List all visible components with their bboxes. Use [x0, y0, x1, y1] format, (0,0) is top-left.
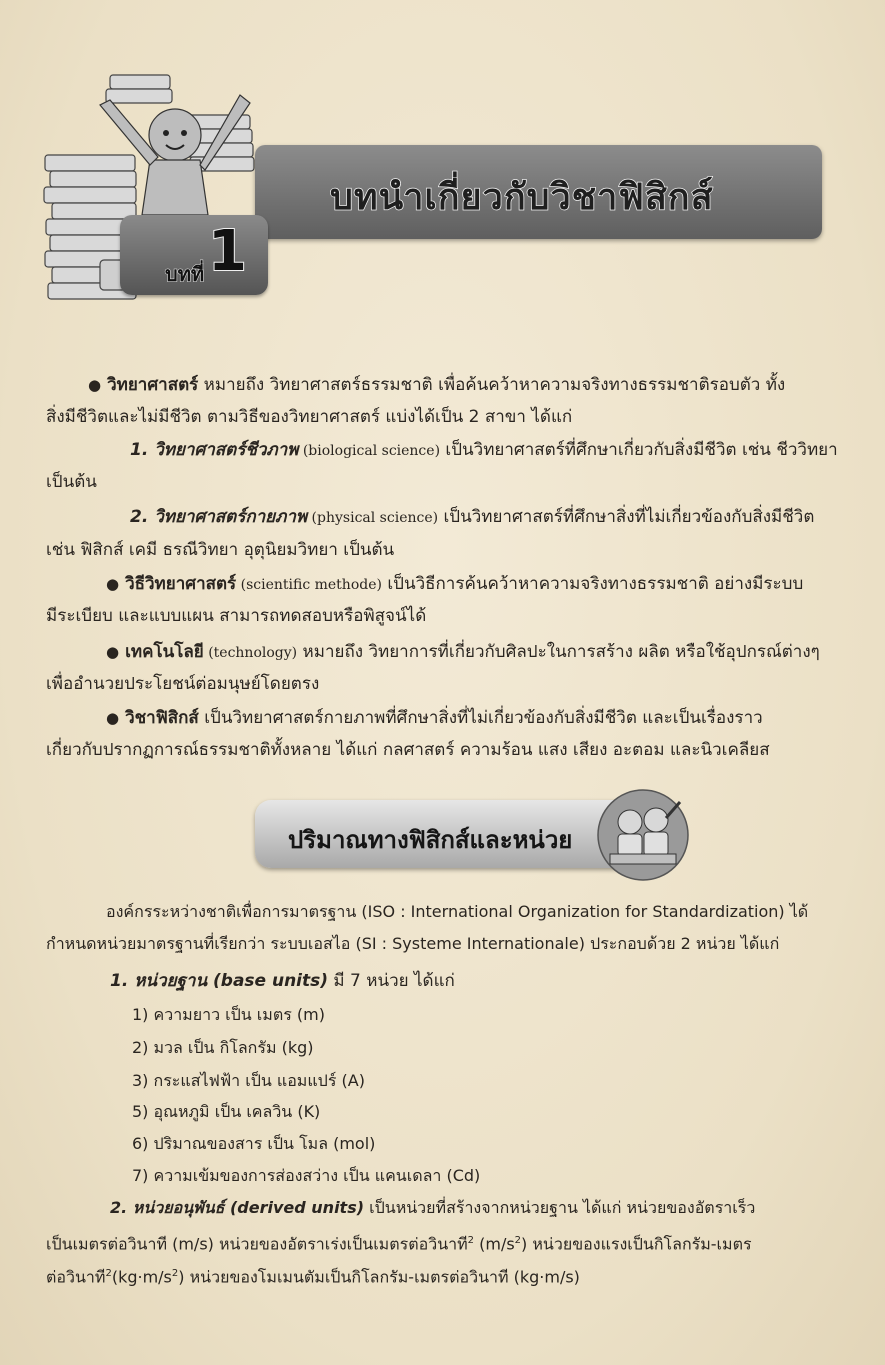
- bullet-icon: ●: [88, 376, 102, 394]
- bullet-icon: ●: [106, 575, 120, 593]
- iso-line-1: องค์กรระหว่างชาติเพื่อการมาตรฐาน (ISO : International Organization for Standardization) ได้: [106, 902, 809, 921]
- bio-science-line-1: [130, 438, 838, 463]
- chapter-number: 1: [208, 219, 247, 284]
- kids-illustration: [596, 788, 690, 882]
- science-definition-line-2: สิ่งมีชีวิตและไม่มีชีวิต ตามวิธีของวิทยาศาสตร์ แบ่งได้เป็น 2 สาขา ได้แก่: [46, 407, 573, 427]
- base-unit-item: 2) มวล เป็น กิโลกรัม (kg): [132, 1038, 314, 1057]
- term-tech: เทคโนโลยี: [125, 642, 204, 662]
- base-units-term: 1. หน่วยฐาน (base units): [110, 971, 329, 991]
- phys-science-line-1: [130, 505, 814, 530]
- bullet-icon: ●: [106, 643, 120, 661]
- base-units-heading: [110, 969, 455, 993]
- section-title: ปริมาณทางฟิสิกส์และหน่วย: [288, 826, 573, 854]
- chapter-label: บทที่: [165, 262, 205, 286]
- derived-text: เป็นหน่วยที่สร้างจากหน่วยฐาน ได้แก่ หน่วยของอัตราเร็ว: [364, 1198, 756, 1217]
- derived-text: (m/s: [474, 1234, 515, 1254]
- derived-text: ) หน่วยของโมเมนตัมเป็นกิโลกรัม-เมตรต่อวินาที (kg·m/s): [178, 1267, 580, 1287]
- physics-line-2: เกี่ยวกับปรากฏการณ์ธรรมชาติทั้งหลาย ได้แก่ กลศาสตร์ ความร้อน แสง เสียง อะตอม และนิวเคลียส: [46, 740, 770, 760]
- superscript: 2: [514, 1235, 522, 1246]
- superscript: 2: [467, 1235, 475, 1246]
- tech-en: (technology): [203, 645, 298, 661]
- term-bio: 1. วิทยาศาสตร์ชีวภาพ: [130, 440, 299, 460]
- bio-text: เป็นวิทยาศาสตร์ที่ศึกษาเกี่ยวกับสิ่งมีชีวิต เช่น ชีววิทยา: [440, 440, 838, 460]
- physics-text: เป็นวิทยาศาสตร์กายภาพที่ศึกษาสิ่งที่ไม่เกี่ยวข้องกับสิ่งมีชีวิต และเป็นเรื่องราว: [198, 708, 763, 728]
- method-en: (scientific methode): [236, 577, 382, 593]
- method-text: เป็นวิธีการค้นคว้าหาความจริงทางธรรมชาติ อย่างมีระบบ: [381, 574, 804, 594]
- superscript: 2: [171, 1268, 179, 1279]
- physics-line-1: [106, 706, 763, 730]
- base-units-count: มี 7 หน่วย ได้แก่: [328, 971, 455, 991]
- derived-units-line-3: [46, 1262, 580, 1289]
- bullet-icon: ●: [106, 709, 120, 727]
- bio-science-line-2: เป็นต้น: [46, 472, 97, 492]
- derived-text: ต่อวินาที: [46, 1267, 106, 1287]
- chapter-title: บทนำเกี่ยวกับวิชาฟิสิกส์: [330, 177, 714, 218]
- tech-text: หมายถึง วิทยาการที่เกี่ยวกับศิลปะในการสร้าง ผลิต หรือใช้อุปกรณ์ต่างๆ: [297, 642, 820, 662]
- term-method: วิธีวิทยาศาสตร์: [125, 574, 237, 594]
- phys-text: เป็นวิทยาศาสตร์ที่ศึกษาสิ่งที่ไม่เกี่ยวข้องกับสิ่งมีชีวิต: [438, 507, 815, 527]
- term-physics: วิชาฟิสิกส์: [125, 708, 199, 728]
- derived-text: (kg·m/s: [111, 1267, 172, 1287]
- derived-text: ) หน่วยของแรงเป็นกิโลกรัม-เมตร: [521, 1234, 752, 1254]
- base-unit-item: 1) ความยาว เป็น เมตร (m): [132, 1005, 325, 1024]
- base-unit-item: 3) กระแสไฟฟ้า เป็น แอมแปร์ (A): [132, 1071, 365, 1090]
- science-definition-line-1: [88, 373, 785, 397]
- tech-line-1: [106, 640, 820, 665]
- base-unit-item: 7) ความเข้มของการส่องสว่าง เป็น แคนเดลา (Cd): [132, 1166, 481, 1185]
- term-phys: 2. วิทยาศาสตร์กายภาพ: [130, 507, 308, 527]
- base-unit-item: 6) ปริมาณของสาร เป็น โมล (mol): [132, 1134, 376, 1153]
- base-unit-item: 5) อุณหภูมิ เป็น เคลวิน (K): [132, 1102, 321, 1121]
- tech-line-2: เพื่ออำนวยประโยชน์ต่อมนุษย์โดยตรง: [46, 674, 320, 694]
- derived-units-term: 2. หน่วยอนุพันธ์ (derived units): [110, 1198, 365, 1217]
- method-line-1: [106, 572, 803, 597]
- superscript: 2: [105, 1268, 112, 1279]
- phys-science-line-2: เช่น ฟิสิกส์ เคมี ธรณีวิทยา อุตุนิยมวิทยา เป็นต้น: [46, 540, 395, 560]
- science-text: หมายถึง วิทยาศาสตร์ธรรมชาติ เพื่อค้นคว้าหาความจริงทางธรรมชาติรอบตัว ทั้ง: [198, 375, 786, 395]
- method-line-2: มีระเบียบ และแบบแผน สามารถทดสอบหรือพิสูจน์ได้: [46, 606, 427, 626]
- term-science: วิทยาศาสตร์: [107, 375, 199, 395]
- derived-text: เป็นเมตรต่อวินาที (m/s) หน่วยของอัตราเร่งเป็นเมตรต่อวินาที: [46, 1234, 468, 1254]
- phys-en: (physical science): [307, 510, 439, 526]
- derived-units-line-1: [110, 1196, 755, 1220]
- derived-units-line-2: [46, 1229, 752, 1256]
- iso-line-2: กำหนดหน่วยมาตรฐานที่เรียกว่า ระบบเอสไอ (SI : Systeme Internationale) ประกอบด้วย 2 หน่วย ได้แก่: [46, 934, 780, 953]
- bio-en: (biological science): [298, 443, 441, 459]
